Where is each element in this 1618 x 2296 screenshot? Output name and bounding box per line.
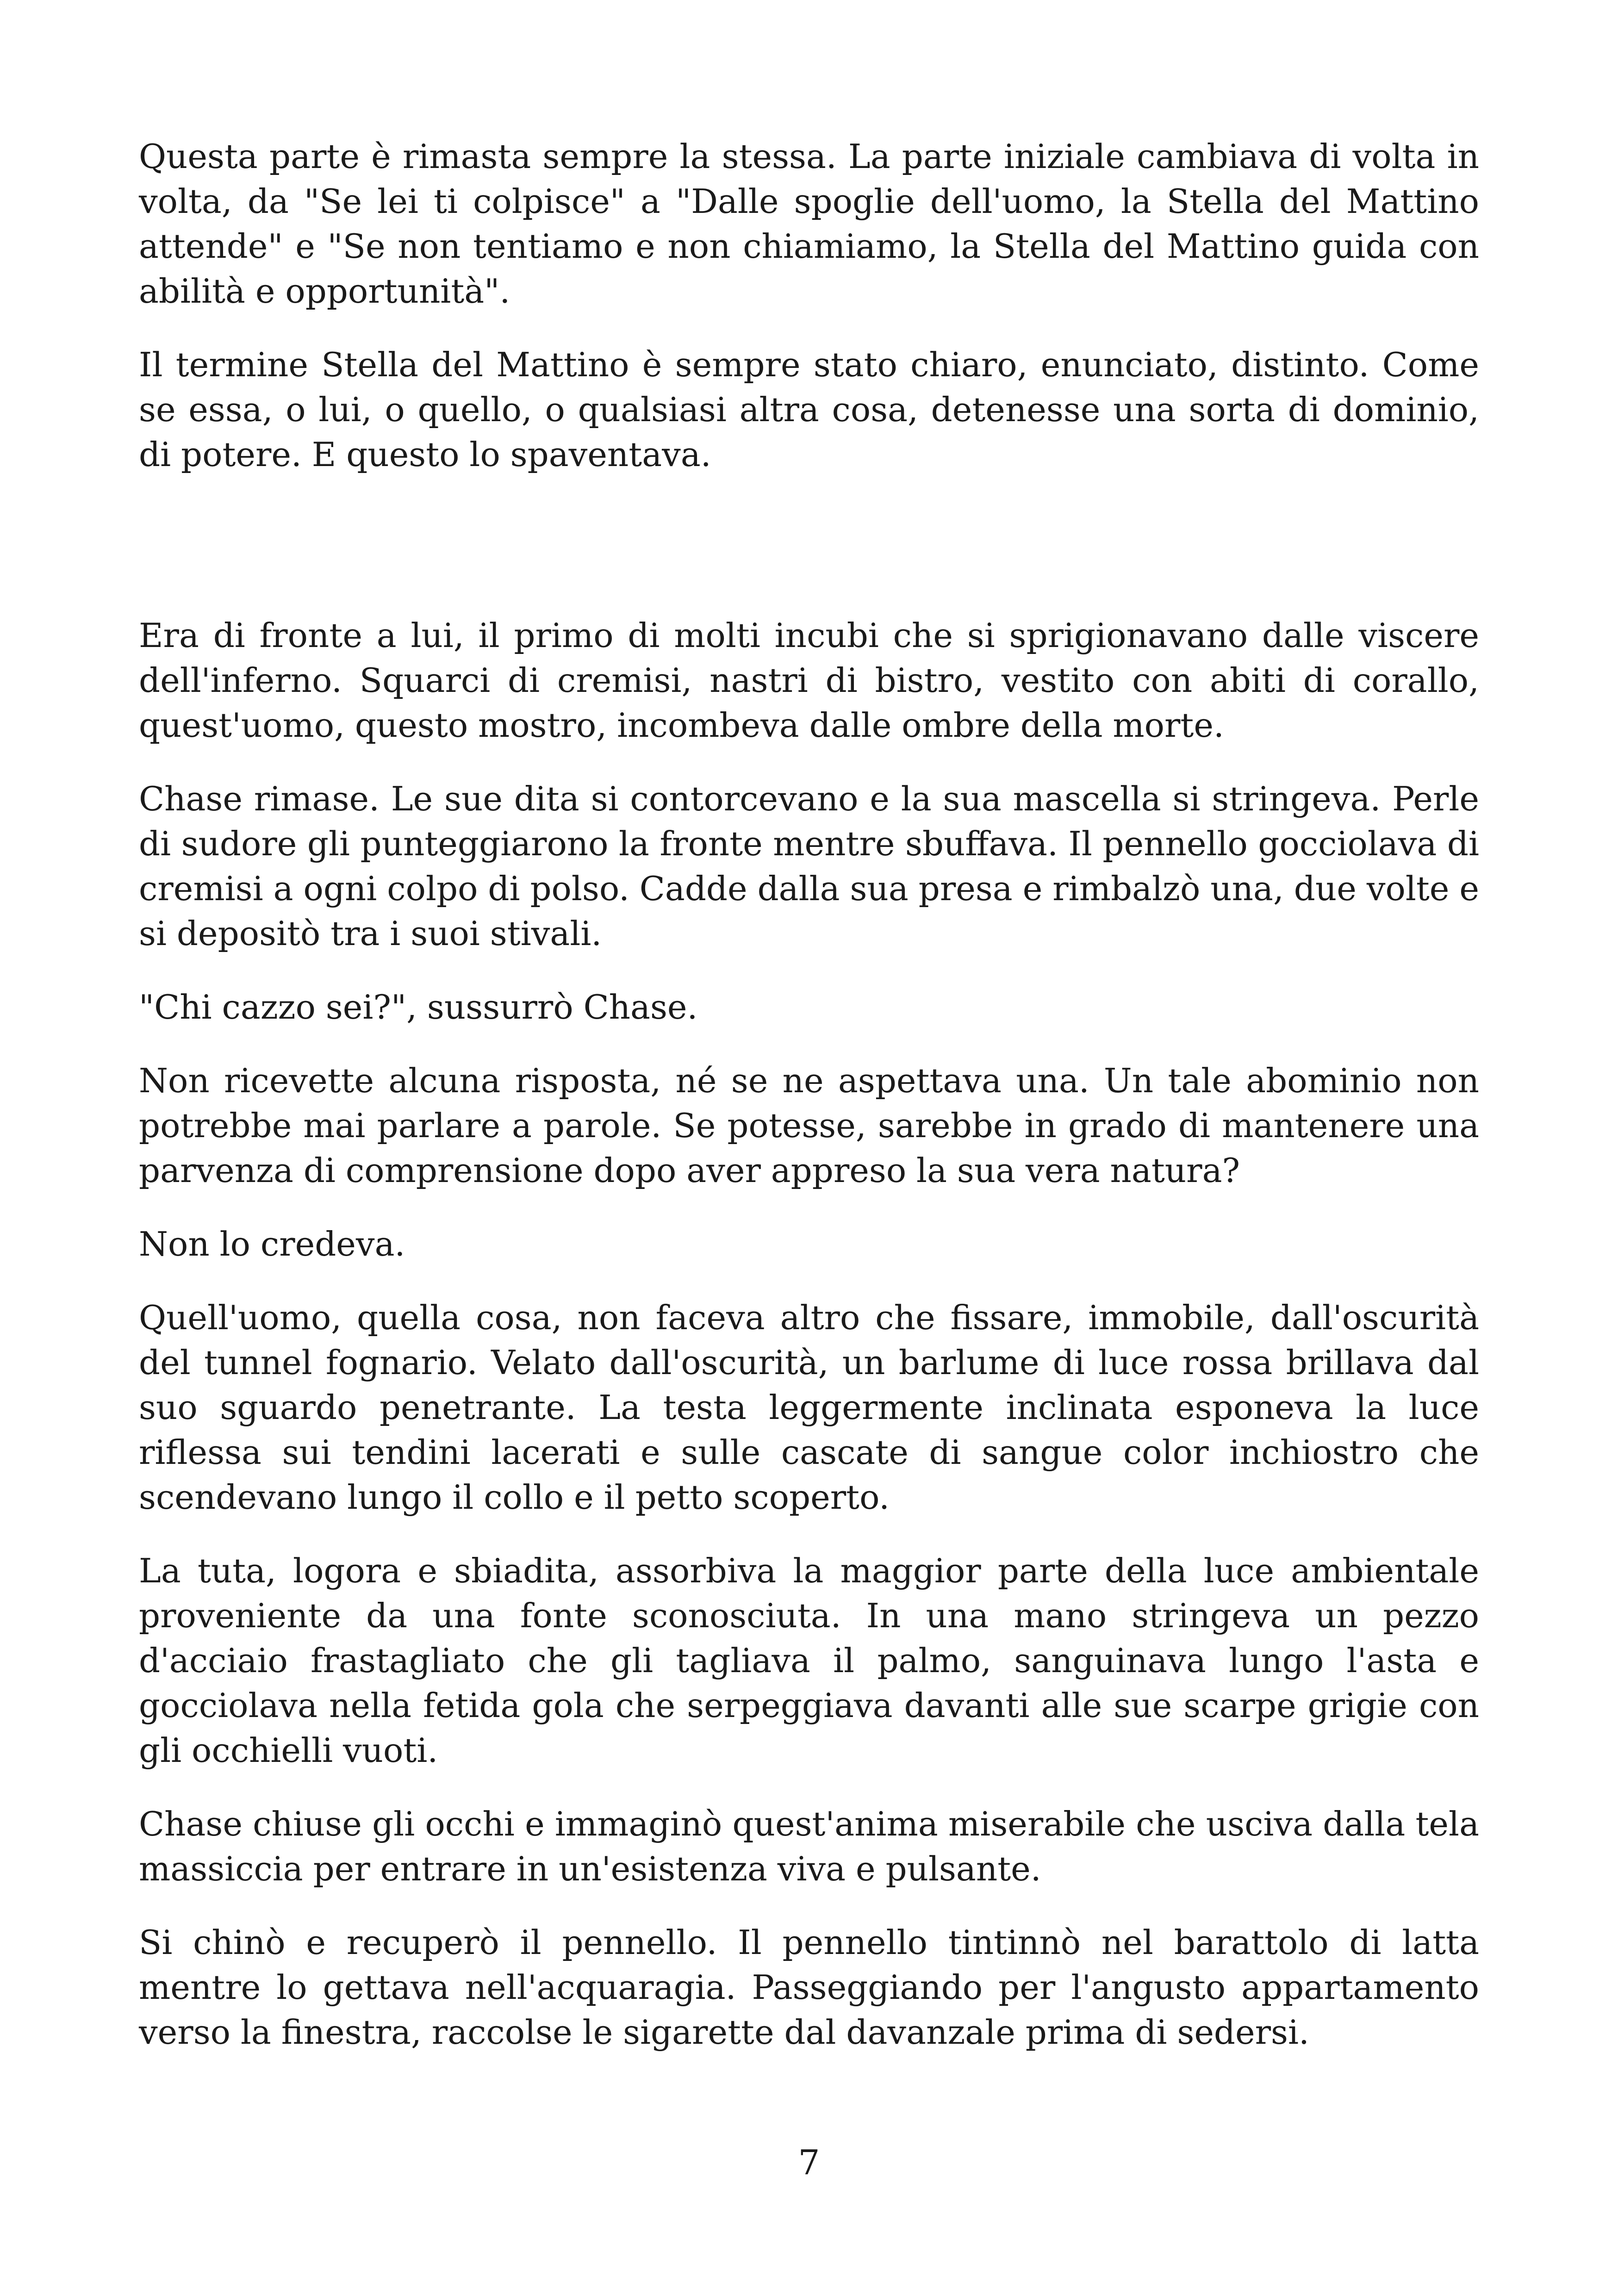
paragraph: Chase chiuse gli occhi e immaginò quest'anima miserabile che usciva dalla tela massiccia per entrare in un'esistenza viva e pulsante. [139,1804,1479,1888]
paragraph: Il termine Stella del Mattino è sempre stato chiaro, enunciato, distinto. Come se essa, o lui, o quello, o qualsiasi altra cosa, detenesse una sorta di dominio, di potere. E questo lo spaventava. [139,345,1479,474]
section-break [139,506,1479,613]
body-text [139,134,1479,2084]
paragraph: Si chinò e recuperò il pennello. Il pennello tintinnò nel barattolo di latta mentre lo gettava nell'acquaragia. Passeggiando per l'angusto appartamento verso la finestra, raccolse le sigarette dal davanzale prima di sedersi. [139,1923,1479,2052]
paragraph: "Chi cazzo sei?", sussurrò Chase. [139,988,698,1027]
paragraph: Era di fronte a lui, il primo di molti incubi che si sprigionavano dalle viscere dell'inferno. Squarci di cremisi, nastri di bistro, vestito con abiti di corallo, quest'uomo, questo mostro, incombeva dalle ombre della morte. [139,616,1479,745]
paragraph: Quell'uomo, quella cosa, non faceva altro che fissare, immobile, dall'oscurità del tunnel fognario. Velato dall'oscurità, un barlume di luce rossa brillava dal suo sguardo penetrante. La testa leggermente inclinata esponeva la luce riflessa sui tendini lacerati e sulle cascate di sangue color inchiostro che scendevano lungo il collo e il petto scoperto. [139,1298,1479,1517]
paragraph: Non lo credeva. [139,1225,405,1263]
paragraph: Non ricevette alcuna risposta, né se ne aspettava una. Un tale abominio non potrebbe mai parlare a parole. Se potesse, sarebbe in grado di mantenere una parvenza di comprensione dopo aver appreso la sua vera natura? [139,1061,1479,1190]
page-number: 7 [798,2143,820,2183]
paragraph: La tuta, logora e sbiadita, assorbiva la maggior parte della luce ambientale proveniente da una fonte sconosciuta. In una mano stringeva un pezzo d'acciaio frastagliato che gli tagliava il palmo, sanguinava lungo l'asta e gocciolava nella fetida gola che serpeggiava davanti alle sue scarpe grigie con gli occhielli vuoti. [139,1551,1479,1770]
paragraph: Chase rimase. Le sue dita si contorcevano e la sua mascella si stringeva. Perle di sudore gli punteggiarono la fronte mentre sbuffava. Il pennello gocciolava di cremisi a ogni colpo di polso. Cadde dalla sua presa e rimbalzò una, due volte e si depositò tra i suoi stivali. [139,779,1479,953]
paragraph: Questa parte è rimasta sempre la stessa. La parte iniziale cambiava di volta in volta, da "Se lei ti colpisce" a "Dalle spoglie dell'uomo, la Stella del Mattino attende" e "Se non tentiamo e non chiamiamo, la Stella del Mattino guida con abilità e opportunità". [139,137,1479,311]
